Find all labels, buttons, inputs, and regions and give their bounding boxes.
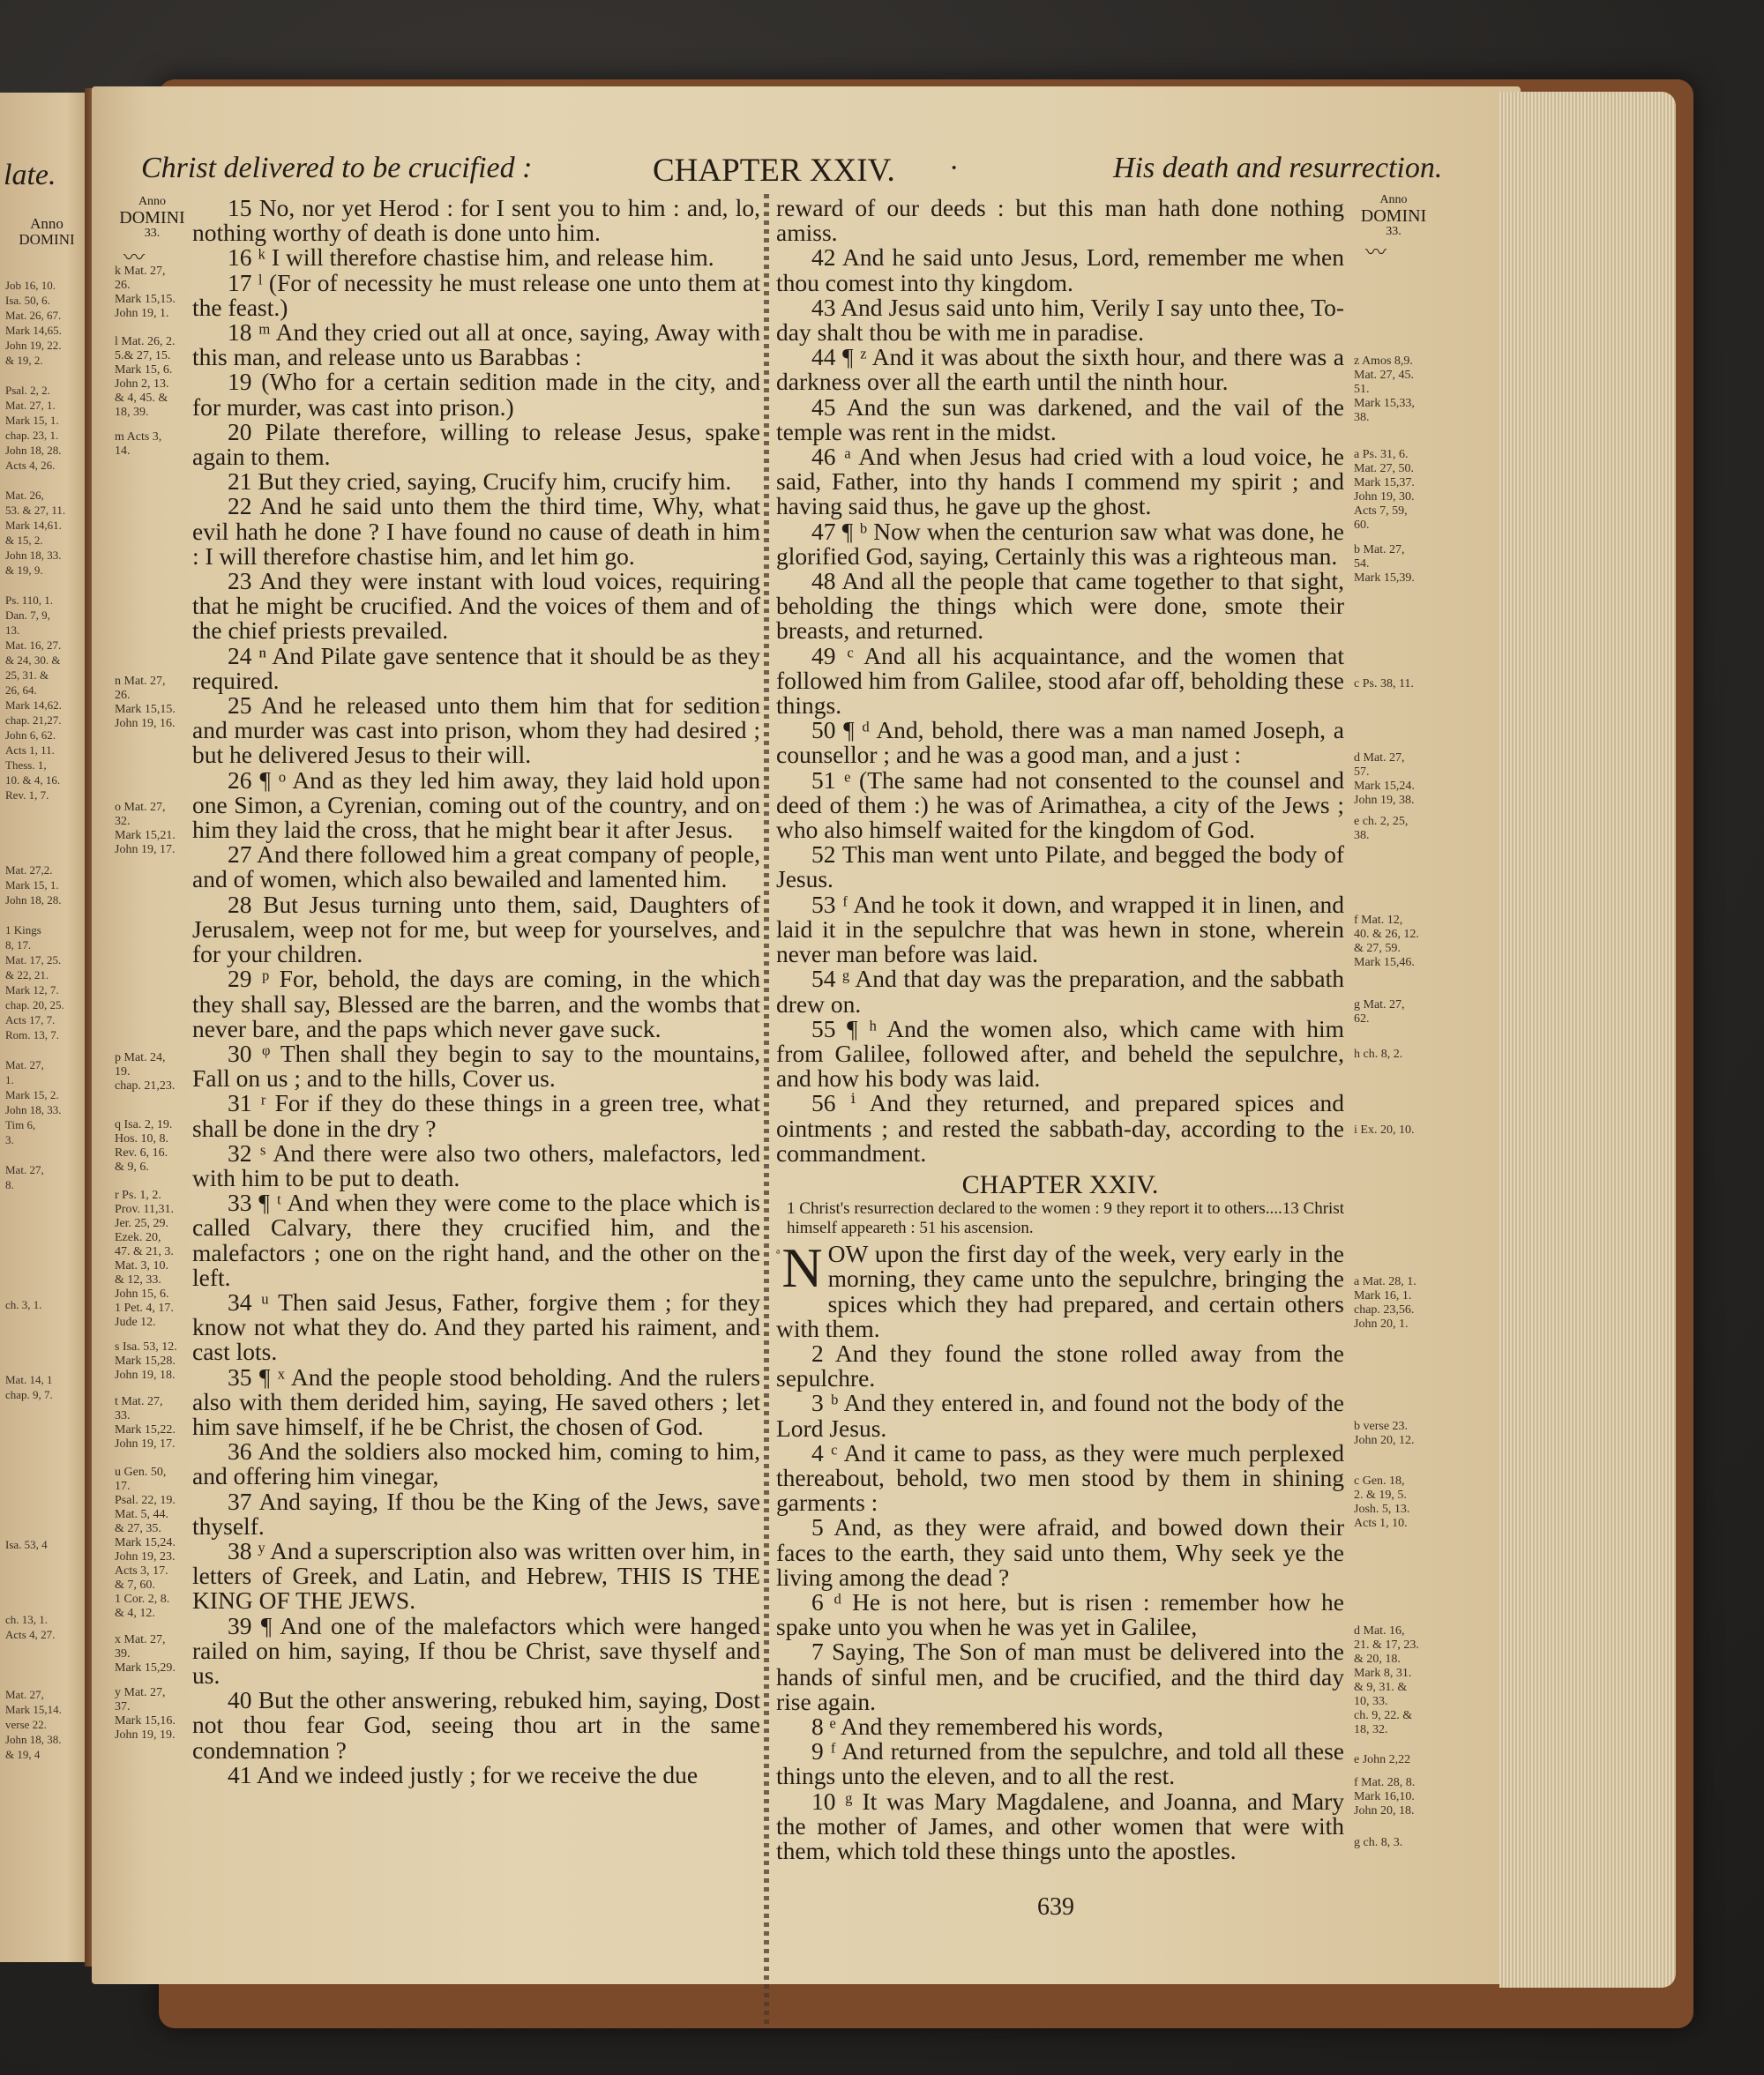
verse: 17 ˡ (For of necessity he must release one unto them at the feast.) (192, 268, 760, 321)
verse: 29 ᵖ For, behold, the days are coming, in the which they shall say, Blessed are the barren, and the wombs that never bare, and the paps which never gave suck. (192, 965, 760, 1042)
anno-line: 33. (1386, 225, 1401, 238)
verse: 43 And Jesus said unto him, Verily I say unto thee, To-day shalt thou be with me in paradise. (776, 293, 1344, 347)
verse: 46 ᵃ And when Jesus had cried with a loud voice, he said, Father, into thy hands I commend my spirit ; and having said thus, he gave up the ghost. (776, 443, 1344, 520)
verse: 39 ¶ And one of the malefactors which were hanged railed on him, saying, If thou be Christ, save thyself and us. (192, 1611, 760, 1689)
anno-domini-right (1354, 192, 1433, 240)
verse: reward of our deeds : but this man hath done nothing amiss. (776, 194, 1344, 247)
verse: 51 ᵉ (The same had not consented to the counsel and deed of them :) he was of Arimathea, a city of the Jews ; who also himself waited for the kingdom of God. (776, 765, 1344, 844)
verse: 22 And he said unto them the third time, Why, what evil hath he done ? I have found no cause of death in him : I will therefore chastise him, and let him go. (192, 492, 760, 570)
margin-reference: o Mat. 27, 32. Mark 15,21. John 19, 17. (115, 801, 176, 856)
anno-line: DOMINI (1360, 206, 1427, 226)
margin-reference: a Ps. 31, 6. Mat. 27, 50. Mark 15,37. John 19, 30. Acts 7, 59, 60. (1354, 448, 1415, 532)
verse: 35 ¶ ˣ And the people stood beholding. And the rulers also with them derided him, saying, He saved others ; let him save himself, if he be Christ, the chosen of God. (192, 1362, 760, 1440)
margin-reference: t Mat. 27, 33. Mark 15,22. John 19, 17. (115, 1395, 176, 1451)
margin-reference: f Mat. 12, 40. & 26, 12. & 27, 59. Mark 15,46. (1354, 914, 1419, 969)
verse: 36 And the soldiers also mocked him, coming to him, and offering him vinegar, (192, 1437, 760, 1490)
margin-reference: g Mat. 27, 62. (1354, 998, 1405, 1026)
chapter-first-verse (776, 1236, 1344, 1342)
verse: 38 ʸ And a superscription also was written over him, in letters of Greek, and Latin, and Hebrew, THIS IS THE KING OF THE JEWS. (192, 1536, 760, 1615)
verse: 16 ᵏ I will therefore chastise him, and release him. (228, 243, 714, 272)
anno-line: DOMINI (119, 208, 185, 228)
margin-reference: b Mat. 27, 54. Mark 15,39. (1354, 543, 1415, 585)
margin-reference: e John 2,22 (1354, 1753, 1411, 1766)
margin-reference: l Mat. 26, 2. 5.& 27, 15. Mark 15, 6. John 2, 13. & 4, 45. & 18, 39. (115, 335, 176, 419)
margin-reference: n Mat. 27, 26. Mark 15,15. John 19, 16. (115, 675, 176, 730)
verse: 31 ʳ For if they do these things in a green tree, what shall be done in the dry ? (192, 1089, 760, 1142)
margin-reference: h ch. 8, 2. (1354, 1048, 1403, 1061)
anno-line: Anno (138, 195, 167, 208)
anno-domini-left (115, 194, 190, 242)
left-page-header: late. (4, 159, 56, 191)
margin-reference: y Mat. 27, 37. Mark 15,16. John 19, 19. (115, 1686, 176, 1742)
verse: 41 And we indeed justly ; for we receive the due (228, 1760, 699, 1788)
verse: 25 And he released unto them him that for sedition and murder was cast into prison, whom they had desired ; but he delivered Jesus to their will. (192, 691, 760, 769)
verse: 48 And all the people that came together to that sight, beholding the things which were done, smote their breasts, and returned. (776, 567, 1344, 645)
verse: 56 ⁱ And they returned, and prepared spices and ointments ; and rested the sabbath-day, according to the commandment. (776, 1089, 1344, 1167)
verse: 53 ᶠ And he took it down, and wrapped it in linen, and laid it in the sepulchre that was hewn in stone, wherein never man before was laid. (776, 890, 1344, 968)
ornament-swirl-icon: 〰 (1365, 242, 1387, 265)
verse: 20 Pilate therefore, willing to release Jesus, spake again to them. (192, 417, 760, 471)
running-header-chapter: CHAPTER XXIV. (653, 153, 895, 189)
column2-after (776, 1341, 1344, 1863)
margin-reference: m Acts 3, 14. (115, 430, 162, 458)
margin-reference: q Isa. 2, 19. Hos. 10, 8. Rev. 6, 16. & 9, 6. (115, 1118, 173, 1174)
margin-reference: r Ps. 1, 2. Prov. 11,31. Jer. 25, 29. Ezek. 20, 47. & 21, 3. Mat. 3, 10. & 12, 33. John 15, 6. 1 Pet. 4, 17. Jude 12. (115, 1189, 175, 1329)
verse: 52 This man went unto Pilate, and begged the body of Jesus. (776, 840, 1344, 893)
running-header-dot: · (949, 152, 960, 184)
chapter-heading: CHAPTER XXIV. (961, 1169, 1159, 1199)
verse: 10 ᵍ It was Mary Magdalene, and Joanna, and Mary the mother of James, and other women that were with them, which told these things unto the apostles. (776, 1787, 1344, 1864)
margin-reference: k Mat. 27, 26. Mark 15,15. John 19, 1. (115, 265, 176, 320)
verse: 19 (Who for a certain sedition made in the city, and for murder, was cast into prison.) (192, 368, 760, 421)
margin-reference: d Mat. 16, 21. & 17, 23. & 20, 18. Mark 8, 31. & 9, 31. & 10, 33. ch. 9, 22. & 18, 32. (1354, 1624, 1419, 1736)
left-page-anno: Anno DOMINI (19, 215, 75, 248)
verse: 30 ᵠ Then shall they begin to say to the mountains, Fall on us ; and to the hills, Cover us. (192, 1039, 760, 1093)
margin-reference: u Gen. 50, 17. Psal. 22, 19. Mat. 5, 44. & 27, 35. Mark 15,24. John 19, 23. Acts 3, 17. & 7, 60. 1 Cor. 2, 8. & 4, 12. (115, 1466, 176, 1620)
verse: 9 ᶠ And returned from the sepulchre, and told all these things unto the eleven, and to all the rest. (776, 1737, 1344, 1790)
margin-reference: s Isa. 53, 12. Mark 15,28. John 19, 18. (115, 1340, 177, 1382)
ornament-swirl-icon: 〰 (123, 247, 145, 270)
verse: 28 But Jesus turning unto them, said, Daughters of Jerusalem, weep not for me, but weep for yourselves, and for your children. (192, 890, 760, 968)
verse: 49 ᶜ And all his acquaintance, and the women that followed him from Galilee, stood afar off, beholding these things. (776, 641, 1344, 720)
verse: 21 But they cried, saying, Crucify him, crucify him. (228, 467, 732, 496)
verse: 54 ᵍ And that day was the preparation, and the sabbath drew on. (776, 965, 1344, 1018)
verse: 47 ¶ ᵇ Now when the centurion saw what was done, he glorified God, saying, Certainly this was a righteous man. (776, 517, 1344, 570)
verse: 23 And they were instant with loud voices, requiring that he might be crucified. And the voices of them and of the chief priests prevailed. (192, 567, 760, 645)
margin-reference: i Ex. 20, 10. (1354, 1123, 1415, 1137)
text-column-right (776, 196, 1344, 1863)
page-edges (1499, 92, 1676, 1988)
margin-reference: g ch. 8, 3. (1354, 1836, 1403, 1849)
margin-reference: f Mat. 28, 8. Mark 16,10. John 20, 18. (1354, 1776, 1416, 1817)
left-page-margin-notes: Job 16, 10. Isa. 50, 6. Mat. 26, 67. Mark 14,65. John 19, 22. & 19, 2. Psal. 2, 2. Mat. 27, 1. Mark 15, 1. chap. 23, 1. John 18, 28. Acts 4, 26. Mat. 26, 53. & 27, 11. Mark 14,61. & 15, 2. John 18, 33. & 19, 9. Ps. 110, 1. Dan. 7, 9, 13. Mat. 16, 27. & 24, 30. & 25, 31. & 26, 64. Mark 14,62. chap. 21,27. John 6, 62. Acts 1, 11. Thess. 1, 10. & 4, 16. Rev. 1, 7. Mat. 27,2. Mark 15, 1. John 18, 28. 1 Kings 8, 17. Mat. 17, 25. & 22, 21. Mark 12, 7. chap. 20, 25. Acts 17, 7. Rom. 13, 7. Mat. 27, 1. Mark 15, 2. John 18, 33. Tim 6, 3. Mat. 27, 8. ch. 3, 1. Mat. 14, 1 chap. 9, 7. Isa. 53, 4 ch. 13, 1. Acts 4, 27. Mat. 27, Mark 15,14. verse 22. John 18, 38. & 19, 4 (5, 279, 66, 1761)
verse: 44 ¶ ᶻ And it was about the sixth hour, and there was a darkness over all the earth until the ninth hour. (776, 343, 1344, 396)
anno-line: 33. (144, 227, 161, 240)
running-header-left: Christ delivered to be crucified : (141, 152, 533, 184)
left-page-fragment (0, 93, 95, 1962)
margin-reference: a Mat. 28, 1. Mark 16, 1. chap. 23,56. John 20, 1. (1354, 1275, 1416, 1331)
verse: 5 And, as they were afraid, and bowed down their faces to the earth, they said unto them, Why seek ye the living among the dead ? (776, 1513, 1344, 1591)
margin-reference: x Mat. 27, 39. Mark 15,29. (115, 1633, 176, 1675)
verse: 8 ᵉ And they remembered his words, (811, 1712, 1163, 1740)
margin-reference: b verse 23. John 20, 12. (1354, 1420, 1415, 1447)
verse: 7 Saying, The Son of man must be delivered into the hands of sinful men, and be crucified, and the third day rise again. (776, 1638, 1344, 1715)
running-header-right: His death and resurrection. (1113, 152, 1443, 184)
margin-reference: p Mat. 24, 19. chap. 21,23. (115, 1051, 176, 1093)
first-verse-text: OW upon the first day of the week, very early in the morning, they came unto the sepulchre, bringing the spices which they had prepared, and certain others with them. (776, 1240, 1344, 1342)
verse: 26 ¶ ᵒ And as they led him away, they laid hold upon one Simon, a Cyrenian, coming out of the country, and on him they laid the cross, that he might bear it after Jesus. (192, 765, 760, 844)
margin-reference: c Ps. 38, 11. (1354, 677, 1414, 690)
verse: 42 And he said unto Jesus, Lord, remember me when thou comest into thy kingdom. (776, 243, 1344, 296)
verse: 40 But the other answering, rebuked him, saying, Dost not thou fear God, seeing thou art in the same condemnation ? (192, 1686, 760, 1764)
verse: 15 No, nor yet Herod : for I sent you to him : and, lo, nothing worthy of death is done unto him. (192, 194, 760, 247)
verse: 4 ᶜ And it came to pass, as they were much perplexed thereabout, behold, two men stood by them in shining garments : (776, 1438, 1344, 1517)
column2-before (776, 196, 1344, 1166)
verse: 24 ⁿ And Pilate gave sentence that it should be as they required. (192, 641, 760, 694)
verse: 2 And they found the stone rolled away from the sepulchre. (776, 1339, 1344, 1392)
verse: 32 ˢ And there were also two others, malefactors, led with him to be put to death. (192, 1138, 760, 1191)
verse: 50 ¶ ᵈ And, behold, there was a man named Joseph, a counsellor ; and he was a good man, and a just : (776, 716, 1344, 769)
drop-cap: N (781, 1236, 823, 1300)
verse: 34 ᵘ Then said Jesus, Father, forgive them ; for they know not what they do. And they parted his raiment, and cast lots. (192, 1288, 760, 1366)
chapter-summary: 1 Christ's resurrection declared to the women : 9 they report it to others....13 Christ himself appeareth : 51 his ascension. (787, 1199, 1344, 1238)
verse: 45 And the sun was darkened, and the vail of the temple was rent in the midst. (776, 392, 1344, 445)
verse: 37 And saying, If thou be the King of the Jews, save thyself. (192, 1487, 760, 1540)
page-number: 639 (1037, 1893, 1074, 1921)
verse: 55 ¶ ʰ And the women also, which came with him from Galilee, followed after, and beheld the sepulchre, and how his body was laid. (776, 1014, 1344, 1093)
margin-reference: d Mat. 27, 57. Mark 15,24. John 19, 38. (1354, 751, 1415, 807)
anno-line: Anno (1379, 193, 1408, 206)
verse: 3 ᵇ And they entered in, and found not the body of the Lord Jesus. (776, 1389, 1344, 1442)
first-verse-mark: ᵃ (776, 1246, 781, 1262)
text-column-left (192, 196, 760, 1788)
verse: 27 And there followed him a great company of people, and of women, which also bewailed and lamented him. (192, 840, 760, 893)
verse: 33 ¶ ᵗ And when they were come to the place which is called Calvary, there they crucified him, and the malefactors ; one on the right hand, and the other on the left. (192, 1189, 760, 1291)
verse: 18 ᵐ And they cried out all at once, saying, Away with this man, and release unto us Barabbas : (192, 318, 760, 371)
margin-reference: c Gen. 18, 2. & 19, 5. Josh. 5, 13. Acts 1, 10. (1354, 1474, 1410, 1530)
margin-reference: z Amos 8,9. Mat. 27, 45. 51. Mark 15,33, 38. (1354, 355, 1415, 424)
verse: 6 ᵈ He is not here, but is risen : remember how he spake unto you when he was yet in Galilee, (776, 1587, 1344, 1641)
column-divider (764, 194, 769, 2028)
margin-reference: e ch. 2, 25, 38. (1354, 815, 1409, 842)
